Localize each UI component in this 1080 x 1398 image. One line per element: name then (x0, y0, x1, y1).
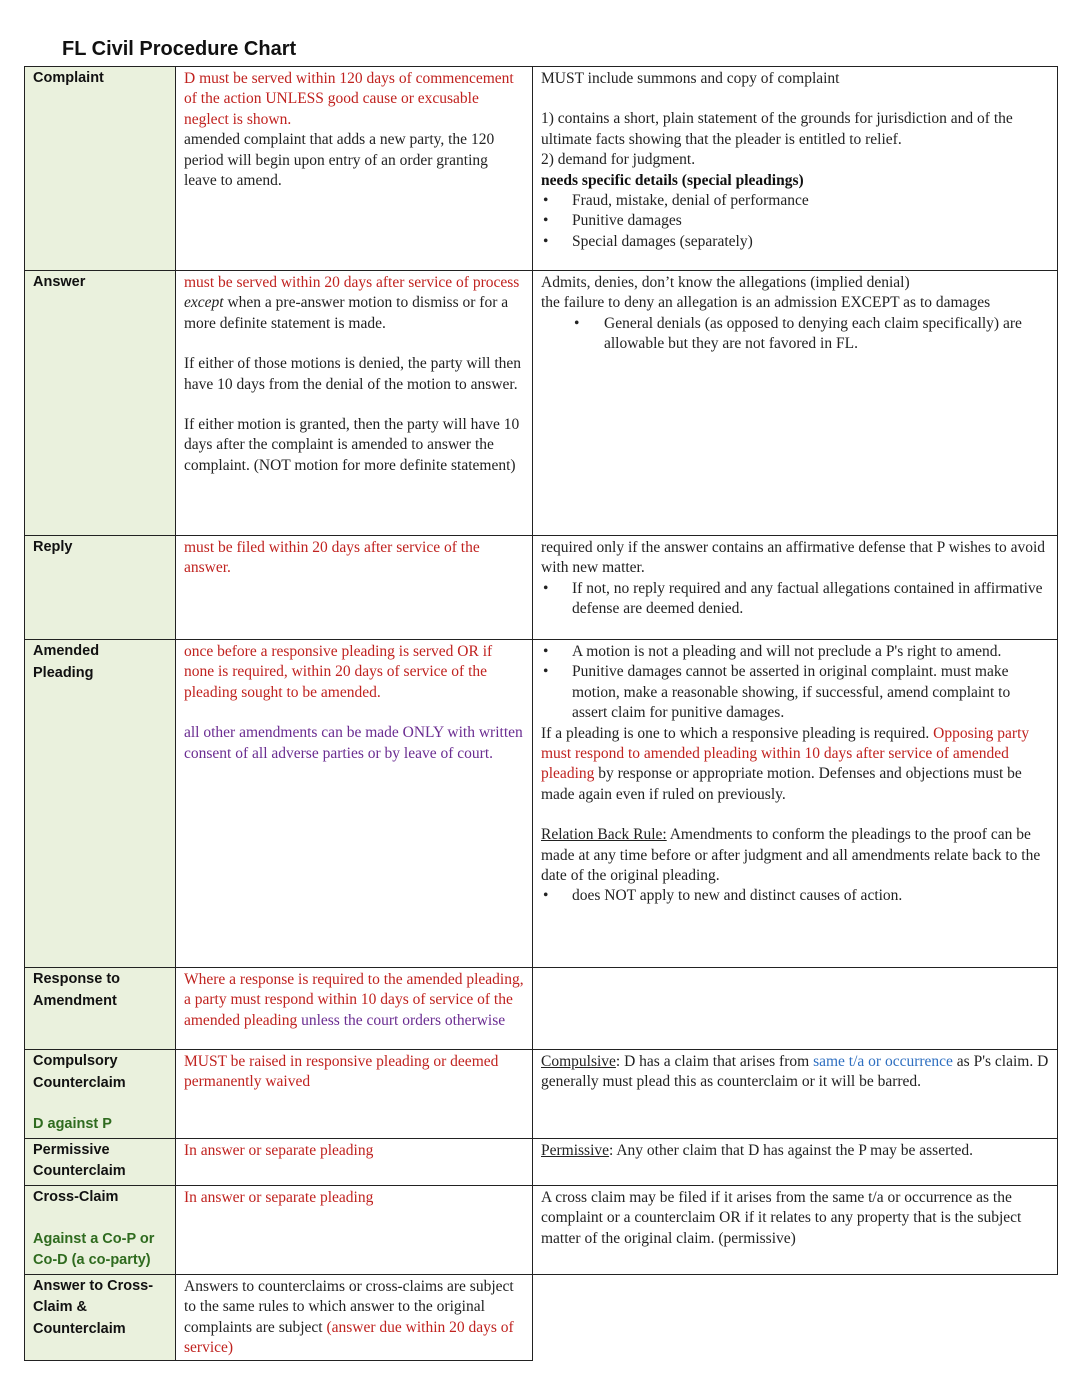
row-label: Answer (25, 271, 176, 536)
timing-paragraph: once before a responsive pleading is served OR if none is required, within 20 days of service of the pleading sought to be amended. (184, 643, 493, 701)
notes-paragraph: 2) demand for judgment. (541, 151, 696, 169)
notes-paragraph: MUST include summons and copy of complaint (541, 70, 840, 87)
row-label: Permissive Counterclaim (25, 1138, 176, 1185)
page-title: FL Civil Procedure Chart (62, 38, 297, 60)
row-sublabel: D against P (33, 1116, 112, 1133)
notes-paragraph: required only if the answer contains an affirmative defense that P wishes to avoid with new matter. (541, 539, 1046, 577)
row-permissive-counterclaim (25, 1138, 1058, 1185)
row-label: Cross-Claim Against a Co-P or Co-D (a co-party) (25, 1185, 176, 1274)
timing-cell (176, 271, 533, 536)
notes-cell (533, 968, 1058, 1050)
notes-cell (533, 640, 1058, 968)
list-item: • Punitive damages cannot be asserted in original complaint. must make motion, make a reasonable showing, if successful, amend complaint to assert claim for punitive damages. (541, 662, 1049, 723)
timing-cell (176, 67, 533, 271)
notes-bullet-list (541, 579, 1049, 620)
timing-text: amended complaint that adds a new party, the 120 period will begin upon entry of an order granting leave to amend. (184, 131, 495, 190)
notes-paragraph: 1) contains a short, plain statement of the grounds for jurisdiction and of the ultimate facts showing that the pleader is entitled to relief. (541, 110, 1013, 148)
row-amended-pleading (25, 640, 1058, 968)
row-compulsory-counterclaim (25, 1050, 1058, 1139)
notes-paragraph: the failure to deny an allegation is an admission EXCEPT as to damages (541, 294, 991, 312)
timing-cell: In answer or separate pleading (176, 1138, 533, 1185)
list-item: • Fraud, mistake, denial of performance (541, 191, 1049, 211)
notes-cell: A cross claim may be filed if it arises from the same t/a or occurrence as the complaint or a counterclaim OR if it relates to any property that is the subject matter of the original claim. (permissive) (533, 1185, 1058, 1274)
list-item: • Punitive damages (541, 211, 1049, 231)
row-label: Compulsory Counterclaim D against P (25, 1050, 176, 1139)
row-sublabel: Against a Co-P or (33, 1230, 155, 1247)
notes-cell (533, 67, 1058, 271)
row-cross-claim (25, 1185, 1058, 1274)
row-label: Answer to Cross- Claim & Counterclaim (25, 1274, 176, 1361)
notes-cell: Compulsive: D has a claim that arises from same t/a or occurrence as P's claim. D generally must plead this as counterclaim or it will be barred. (533, 1050, 1058, 1139)
timing-cell: MUST be raised in responsive pleading or deemed permanently waived (176, 1050, 533, 1139)
timing-cell: In answer or separate pleading (176, 1185, 533, 1274)
row-complaint (25, 67, 1058, 271)
timing-red-text: D must be served within 120 days of commencement of the action UNLESS good cause or excusable neglect is shown. (184, 70, 514, 128)
timing-paragraph: all other amendments can be made ONLY with written consent of all adverse parties or by leave of court. (184, 724, 523, 762)
timing-paragraph: If either of those motions is denied, the party will then have 10 days from the denial of the motion to answer. (184, 355, 522, 393)
row-label: Complaint (25, 67, 176, 271)
row-sublabel: Co-D (a co-party) (33, 1252, 151, 1269)
list-item: • does NOT apply to new and distinct causes of action. (541, 886, 1049, 906)
row-answer (25, 271, 1058, 536)
list-item: • Special damages (separately) (541, 232, 1049, 252)
notes-cell (533, 536, 1058, 640)
timing-paragraph: must be served within 20 days after service of process except when a pre-answer motion to dismiss or for a more definite statement is made. (184, 274, 520, 332)
timing-cell: Where a response is required to the amended pleading, a party must respond within 10 days of service of the amended pleading unless the court orders otherwise (176, 968, 533, 1050)
notes-cell: Permissive: Any other claim that D has against the P may be asserted. (533, 1138, 1058, 1185)
notes-bullet-list (541, 642, 1049, 724)
list-item: • General denials (as opposed to denying each claim specifically) are allowable but they are not favored in FL. (541, 314, 1049, 355)
notes-bullet-list (541, 314, 1049, 355)
list-item: • If not, no reply required and any factual allegations contained in affirmative defense are deemed denied. (541, 579, 1049, 620)
procedure-chart (24, 66, 1058, 1361)
notes-paragraph: Relation Back Rule: Amendments to conform the pleadings to the proof can be made at any time before or after judgment and all amendments relate back to the date of the original pleading. (541, 826, 1041, 885)
row-label: Amended Pleading (25, 640, 176, 968)
timing-cell: must be filed within 20 days after service of the answer. (176, 536, 533, 640)
row-answer-to-cross-claim (25, 1274, 1058, 1361)
timing-cell (176, 640, 533, 968)
notes-bullet-list (541, 886, 1049, 906)
timing-paragraph: If either motion is granted, then the party will have 10 days after the complaint is amended to answer the complaint. (NOT motion for more definite statement) (184, 416, 520, 474)
empty-cell (533, 1274, 1058, 1361)
row-label: Response to Amendment (25, 968, 176, 1050)
list-item: • A motion is not a pleading and will not preclude a P's right to amend. (541, 642, 1049, 662)
row-reply (25, 536, 1058, 640)
row-response-to-amendment (25, 968, 1058, 1050)
notes-heading: needs specific details (special pleadings) (541, 171, 804, 189)
notes-paragraph: If a pleading is one to which a responsive pleading is required. Opposing party must respond to amended pleading within 10 days after service of amended pleading by response or appropriate motion. Defenses and objections must be made again even if ruled on previously. (541, 724, 1030, 803)
notes-cell (533, 271, 1058, 536)
row-label: Reply (25, 536, 176, 640)
timing-cell: Answers to counterclaims or cross-claims are subject to the same rules to which answer to the original complaints are subject (answer due within 20 days of service) (176, 1274, 533, 1361)
notes-bullet-list (541, 191, 1049, 252)
notes-paragraph: Admits, denies, don’t know the allegations (implied denial) (541, 274, 910, 291)
